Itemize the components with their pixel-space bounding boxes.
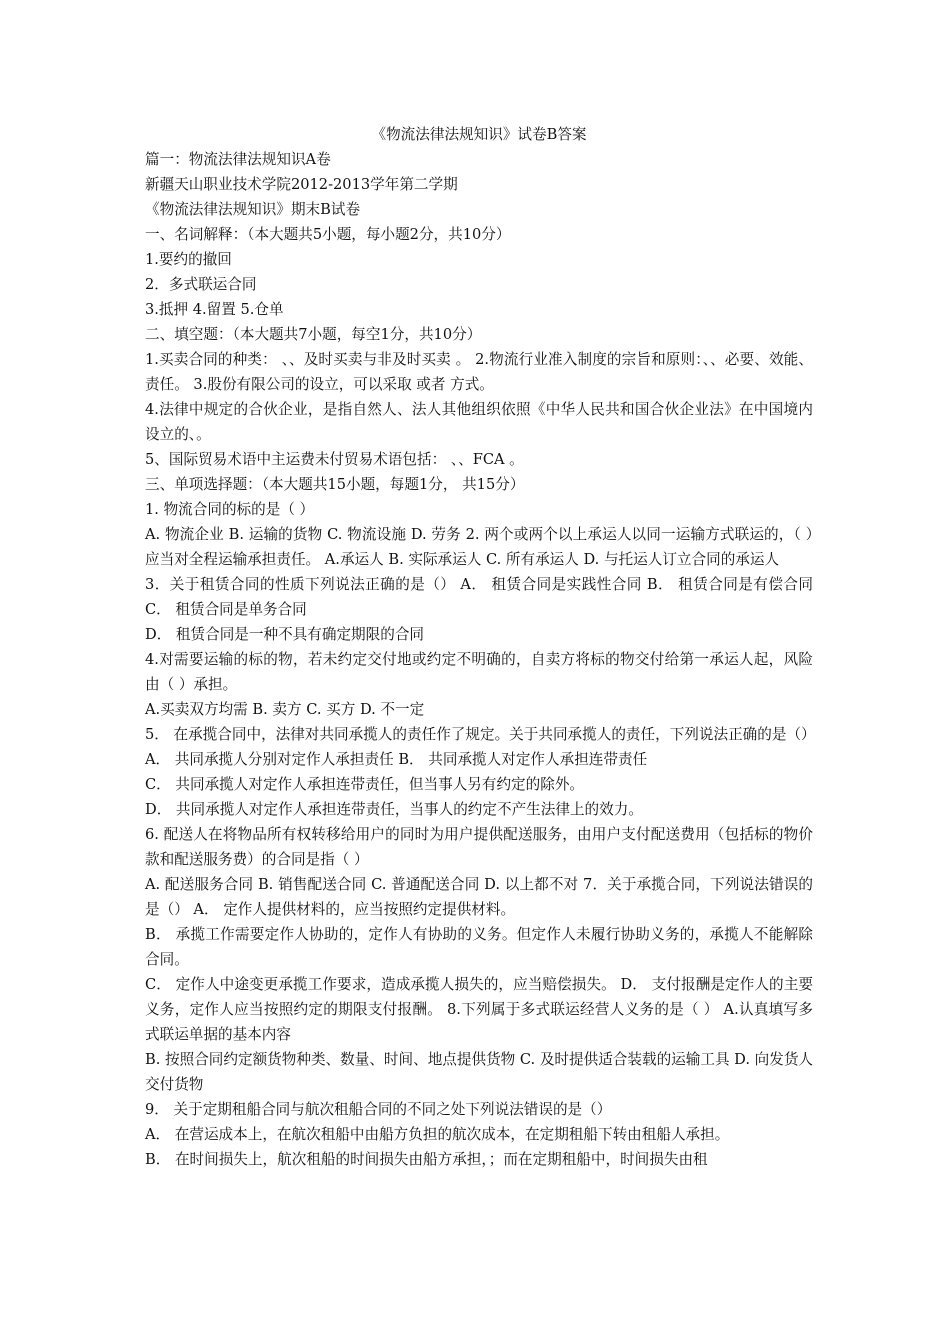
paragraph-16: D． 租赁合同是一种不具有确定期限的合同: [145, 626, 425, 643]
document-title: 《物流法律法规知识》试卷B答案: [371, 126, 587, 143]
paragraph-4: 一、名词解释：（本大题共5小题，每小题2分，共10分）: [145, 226, 511, 243]
paragraph-24: A. 配送服务合同 B. 销售配送合同 C. 普通配送合同 D. 以上都不对 7．关于承揽合同，下列说法错误的是（） A． 定作人提供材料的，应当按照约定提供材料。: [145, 876, 813, 918]
paragraph-29: A． 在营运成本上，在航次租船中由船方负担的航次成本，在定期租船下转由租船人承担。: [145, 1126, 730, 1143]
paragraph-23: 6. 配送人在将物品所有权转移给用户的同时为用户提供配送服务，由用户支付配送费用（包括标的物价款和配送服务费）的合同是指（ ）: [145, 826, 813, 868]
paragraph-18: A.买卖双方均需 B. 卖方 C. 买方 D. 不一定: [145, 701, 425, 718]
paragraph-27: B. 按照合同约定额货物种类、数量、时间、地点提供货物 C. 及时提供适合装载的运输工具 D. 向发货人交付货物: [145, 1051, 814, 1093]
paragraph-25: B． 承揽工作需要定作人协助的，定作人有协助的义务。但定作人未履行协助义务的，承揽人不能解除合同。: [145, 926, 813, 968]
paragraph-21: C． 共同承揽人对定作人承担连带责任，但当事人另有约定的除外。: [145, 776, 585, 793]
paragraph-14: A. 物流企业 B. 运输的货物 C. 物流设施 D. 劳务 2. 两个或两个以上承运人以同一运输方式联运的，（ ）应当对全程运输承担责任。 A.承运人 B. 实际承运人 C. 所有承运人 D. 与托运人订立合同的承运人: [145, 526, 813, 568]
paragraph-2: 新疆天山职业技术学院2012-2013学年第二学期: [145, 176, 458, 193]
document-page: [145, 122, 816, 1172]
paragraph-12: 三、单项选择题：（本大题共15小题，每题1分， 共15分）: [145, 476, 525, 493]
paragraph-30: B． 在时间损失上，航次租船的时间损失由船方承担，；而在定期租船中，时间损失由租: [145, 1151, 708, 1168]
paragraph-8: 二、填空题：（本大题共7小题，每空1分，共10分）: [145, 326, 482, 343]
paragraph-26: C． 定作人中途变更承揽工作要求，造成承揽人损失的，应当赔偿损失。 D． 支付报酬是定作人的主要义务，定作人应当按照约定的期限支付报酬。 8.下列属于多式联运经营人义务的是（ ） A.认真填写多式联运单据的基本内容: [145, 976, 813, 1043]
paragraph-17: 4.对需要运输的标的物，若未约定交付地或约定不明确的，自卖方将标的物交付给第一承运人起，风险由（ ）承担。: [145, 651, 813, 693]
document-body: [145, 147, 816, 1172]
paragraph-28: 9． 关于定期租船合同与航次租船合同的不同之处下列说法错误的是（）: [145, 1101, 612, 1118]
paragraph-15: 3．关于租赁合同的性质下列说法正确的是（） A． 租赁合同是实践性合同 B． 租赁合同是有偿合同 C． 租赁合同是单务合同: [145, 576, 813, 618]
paragraph-5: 1.要约的撤回: [145, 251, 232, 268]
paragraph-6: 2．多式联运合同: [145, 276, 257, 293]
paragraph-7: 3.抵押 4.留置 5.仓单: [145, 301, 284, 318]
paragraph-9: 1.买卖合同的种类： 、、及时买卖与非及时买卖 。 2.物流行业准入制度的宗旨和原则：、、必要、效能、责任。 3.股份有限公司的设立，可以采取 或者 方式。: [145, 351, 813, 393]
paragraph-1: 篇一：物流法律法规知识A卷: [145, 151, 331, 168]
paragraph-3: 《物流法律法规知识》期末B试卷: [145, 201, 361, 218]
paragraph-11: 5、国际贸易术语中主运费未付贸易术语包括： 、、FCA 。: [145, 451, 524, 468]
paragraph-20: A． 共同承揽人分别对定作人承担责任 B． 共同承揽人对定作人承担连带责任: [145, 751, 648, 768]
paragraph-19: 5． 在承揽合同中，法律对共同承揽人的责任作了规定。关于共同承揽人的责任，下列说法正确的是（）: [145, 726, 816, 743]
paragraph-22: D． 共同承揽人对定作人承担连带责任，当事人的约定不产生法律上的效力。: [145, 801, 643, 818]
paragraph-13: 1. 物流合同的标的是（ ）: [145, 501, 315, 518]
paragraph-10: 4.法律中规定的合伙企业，是指自然人、法人其他组织依照《中华人民共和国合伙企业法》在中国境内设立的、。: [145, 401, 813, 443]
